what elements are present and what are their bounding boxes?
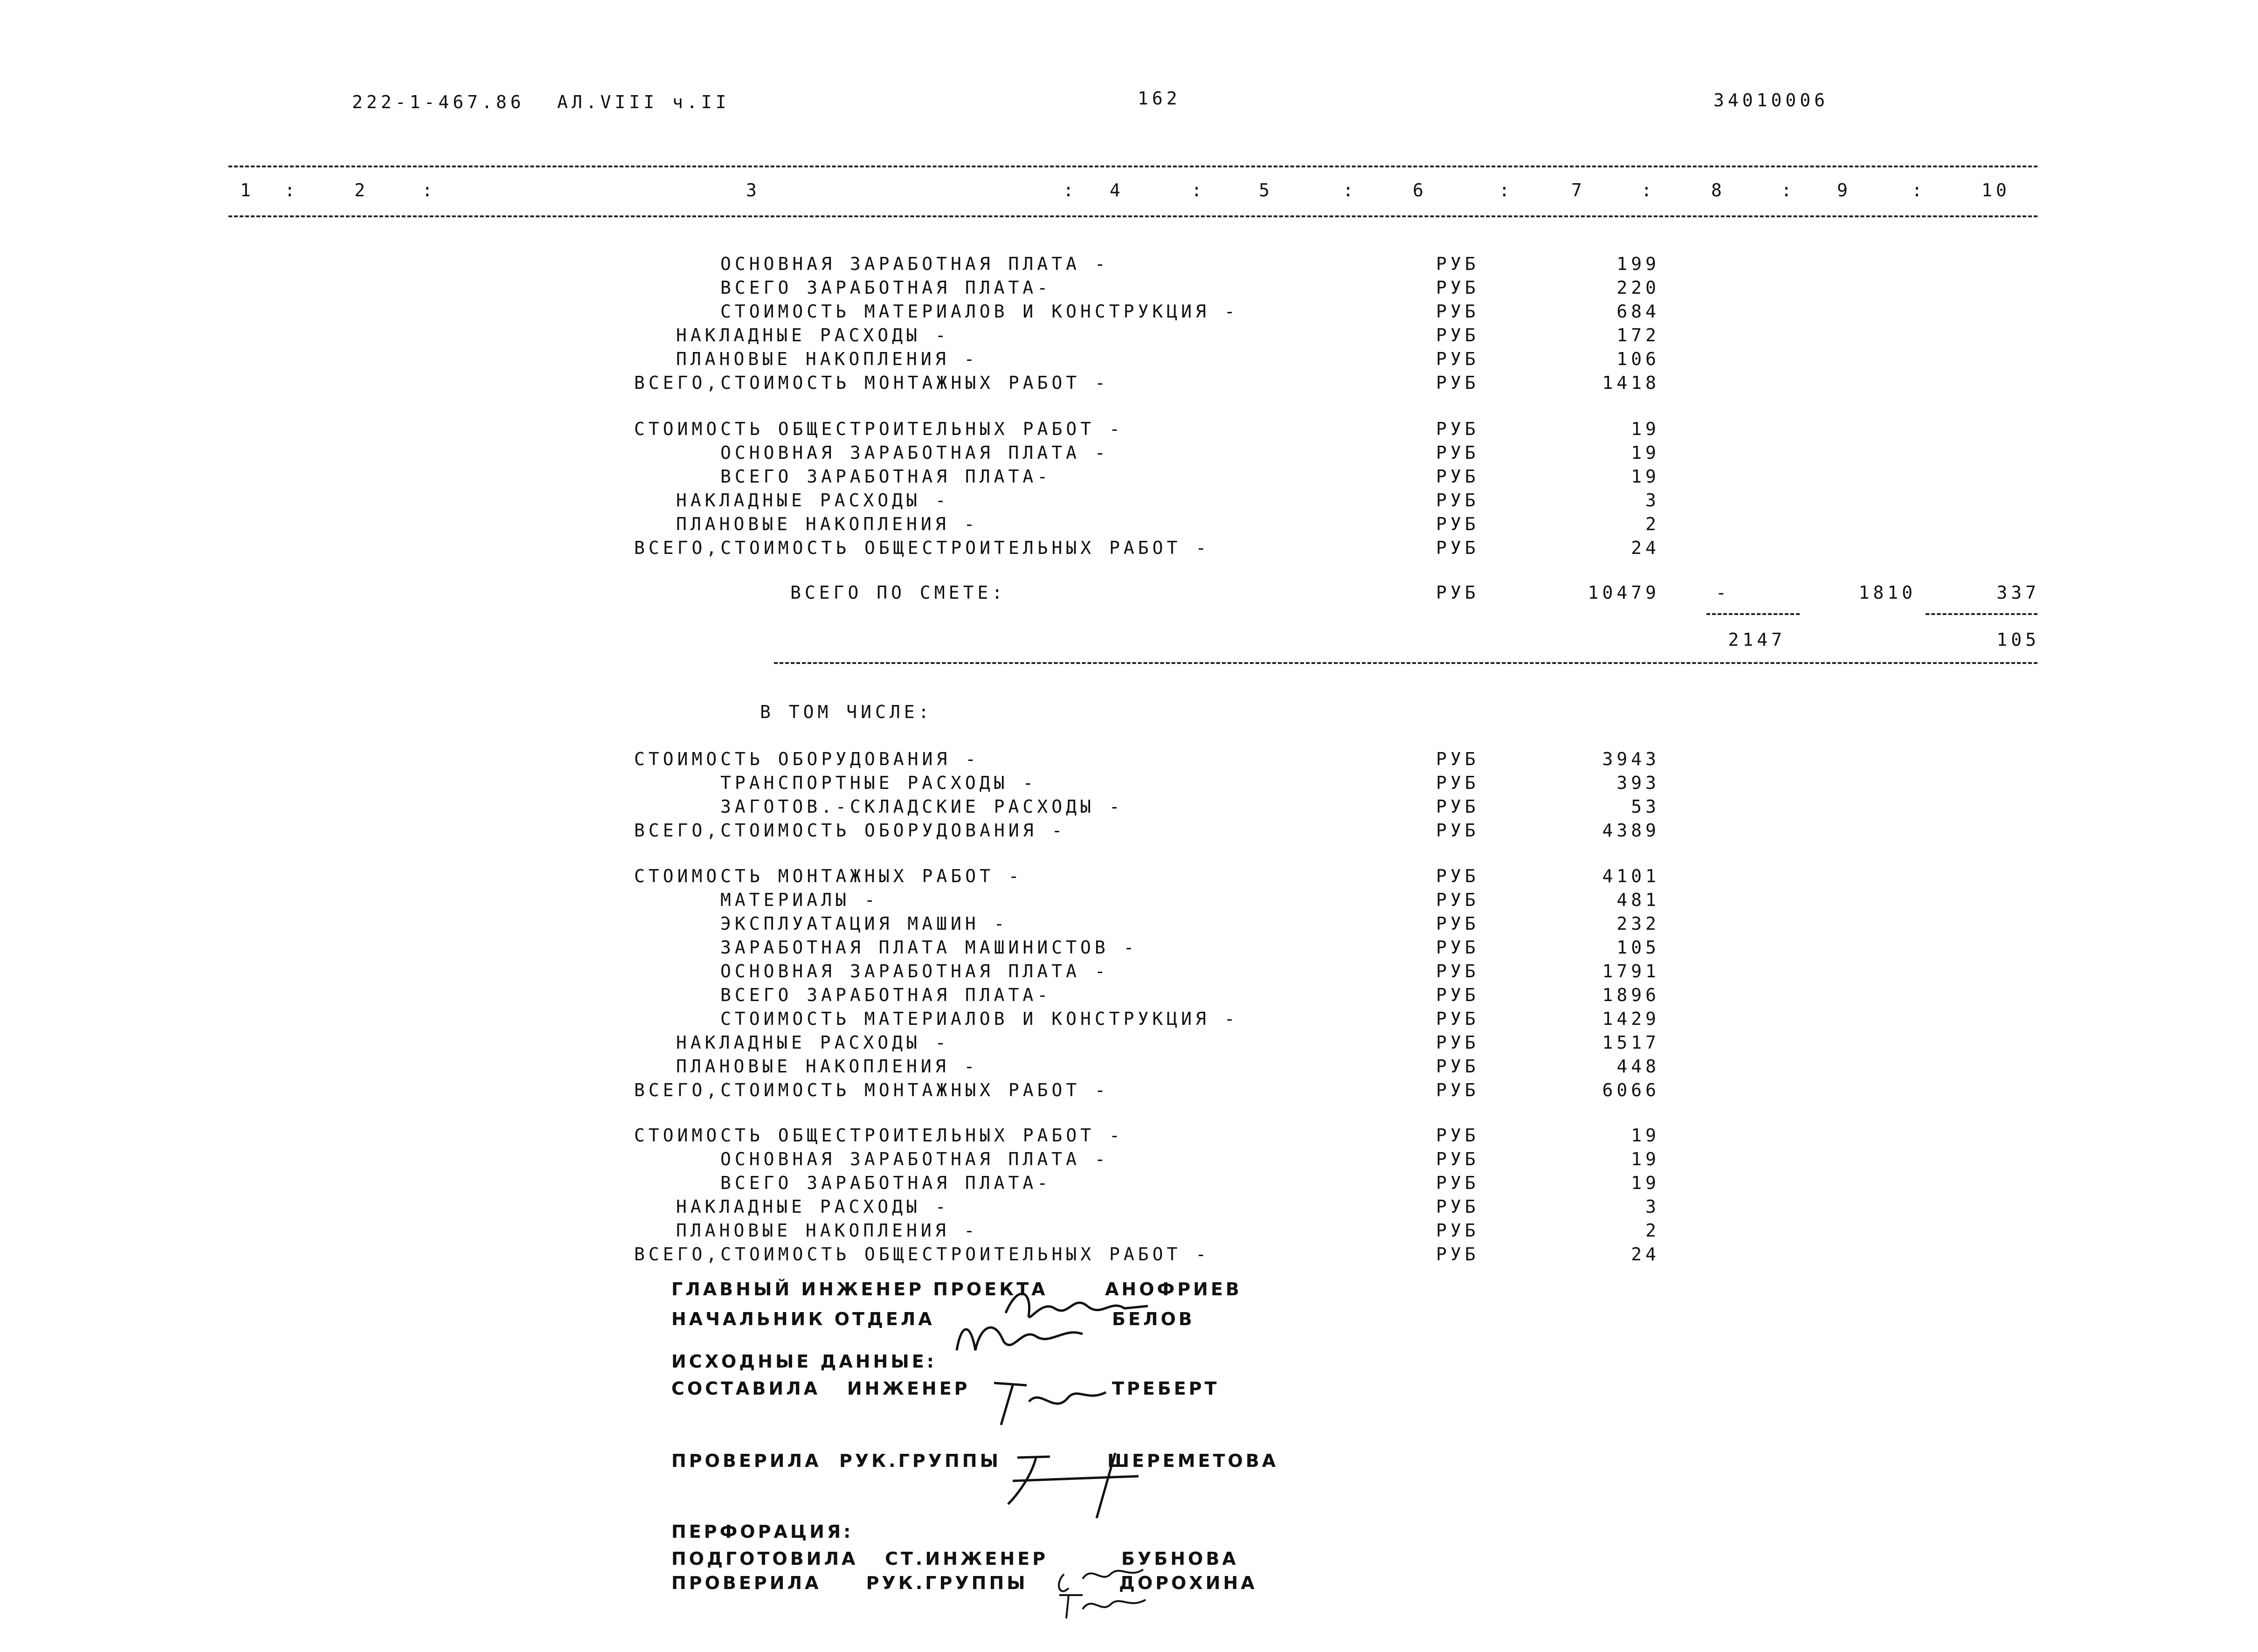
perforation-label: ПЕРФОРАЦИЯ: [671,1521,854,1542]
row-unit: РУБ [1436,1173,1479,1193]
column-number: 9 [1837,180,1851,200]
row-unit: РУБ [1436,773,1479,793]
column-separator: : [284,180,299,200]
total-col7: 10479 [1588,582,1660,603]
row-unit: РУБ [1436,820,1479,841]
total-col8-rule [1706,613,1800,615]
row-unit: РУБ [1436,301,1479,322]
column-number: 1 [240,180,255,200]
row-unit: РУБ [1436,538,1479,558]
row-value: 220 [1616,277,1660,298]
row-unit: РУБ [1436,1244,1479,1265]
row-value: 105 [1616,937,1660,958]
chief-engineer-role: ГЛАВНЫЙ ИНЖЕНЕР ПРОЕКТА [671,1279,1048,1299]
row-value: 1896 [1602,985,1660,1005]
column-separator: : [1191,180,1206,200]
row-label: СТОИМОСТЬ ОБОРУДОВАНИЯ - [634,749,980,769]
row-unit: РУБ [1436,277,1479,298]
total-unit: РУБ [1436,582,1479,603]
row-unit: РУБ [1436,373,1479,393]
total-col8: - [1716,582,1730,603]
row-unit: РУБ [1436,1056,1479,1077]
row-value: 19 [1631,1125,1660,1146]
dept-head-name: БЕЛОВ [1112,1309,1195,1329]
row-unit: РУБ [1436,890,1479,910]
column-separator: : [1641,180,1656,200]
row-value: 19 [1631,1149,1660,1169]
row-label: ПЛАНОВЫЕ НАКОПЛЕНИЯ - [676,1056,979,1077]
column-separator: : [1343,180,1357,200]
row-label: ОСНОВНАЯ ЗАРАБОТНАЯ ПЛАТА - [720,961,1109,982]
checked-signature [970,1422,1148,1528]
row-unit: РУБ [1436,1125,1479,1146]
row-label: ВСЕГО ЗАРАБОТНАЯ ПЛАТА- [720,466,1052,487]
total-col9: 1810 [1858,582,1916,603]
row-value: 1791 [1602,961,1660,982]
row-unit: РУБ [1436,937,1479,958]
row-value: 24 [1631,1244,1660,1265]
row-unit: РУБ [1436,325,1479,346]
column-number: 5 [1259,180,1273,200]
row-unit: РУБ [1436,1149,1479,1169]
row-value: 19 [1631,442,1660,463]
row-unit: РУБ [1436,466,1479,487]
row-label: ВСЕГО,СТОИМОСТЬ ОБОРУДОВАНИЯ - [634,820,1066,841]
chief-engineer-name: АНОФРИЕВ [1105,1279,1242,1299]
prepared-role: ПОДГОТОВИЛА СТ.ИНЖЕНЕР [671,1548,1049,1569]
row-label: ВСЕГО ЗАРАБОТНАЯ ПЛАТА- [720,985,1052,1005]
row-label: ПЛАНОВЫЕ НАКОПЛЕНИЯ - [676,514,979,534]
row-label: ОСНОВНАЯ ЗАРАБОТНАЯ ПЛАТА - [720,442,1109,463]
row-label: ЗАГОТОВ.-СКЛАДСКИЕ РАСХОДЫ - [720,796,1124,817]
column-separator: : [1063,180,1077,200]
column-number: 4 [1110,180,1124,200]
row-label: СТОИМОСТЬ МАТЕРИАЛОВ И КОНСТРУКЦИЯ - [720,1009,1239,1029]
row-label: НАКЛАДНЫЕ РАСХОДЫ - [676,1032,950,1053]
row-label: ВСЕГО ЗАРАБОТНАЯ ПЛАТА- [720,277,1052,298]
row-unit: РУБ [1436,349,1479,369]
row-value: 3 [1645,490,1660,511]
perf-checked-role: ПРОВЕРИЛА РУК.ГРУППЫ [671,1573,1028,1593]
total-col10-rule [1926,613,2037,615]
row-value: 393 [1616,773,1660,793]
perf-checked-signature [1026,1560,1148,1628]
column-number: 2 [354,180,369,200]
row-value: 172 [1616,325,1660,346]
row-label: НАКЛАДНЫЕ РАСХОДЫ - [676,325,950,346]
row-unit: РУБ [1436,1009,1479,1029]
row-value: 2 [1645,514,1660,534]
row-unit: РУБ [1436,254,1479,274]
row-unit: РУБ [1436,1080,1479,1100]
row-unit: РУБ [1436,1032,1479,1053]
column-number: 8 [1711,180,1726,200]
row-label: ОСНОВНАЯ ЗАРАБОТНАЯ ПЛАТА - [720,1149,1109,1169]
row-label: СТОИМОСТЬ ОБЩЕСТРОИТЕЛЬНЫХ РАБОТ - [634,419,1124,439]
table-header-rule [228,215,2037,217]
row-unit: РУБ [1436,913,1479,934]
row-value: 2 [1645,1220,1660,1241]
row-value: 19 [1631,1173,1660,1193]
total-bottom-rule [774,662,2037,664]
row-unit: РУБ [1436,985,1479,1005]
row-label: ПЛАНОВЫЕ НАКОПЛЕНИЯ - [676,349,979,369]
row-label: МАТЕРИАЛЫ - [720,890,879,910]
row-label: ВСЕГО,СТОИМОСТЬ МОНТАЖНЫХ РАБОТ - [634,1080,1109,1100]
row-unit: РУБ [1436,796,1479,817]
row-value: 684 [1616,301,1660,322]
source-data-label: ИСХОДНЫЕ ДАННЫЕ: [671,1351,937,1372]
row-unit: РУБ [1436,1220,1479,1241]
table-top-rule [228,166,2037,167]
row-value: 232 [1616,913,1660,934]
row-label: ВСЕГО,СТОИМОСТЬ ОБЩЕСТРОИТЕЛЬНЫХ РАБОТ - [634,1244,1210,1265]
total-col8-sub: 2147 [1728,629,1786,650]
row-value: 19 [1631,419,1660,439]
column-separator: : [1781,180,1795,200]
row-value: 4101 [1602,866,1660,886]
album-reference: АЛ.VIII ч.II [557,92,730,112]
checked-name: ШЕРЕМЕТОВА [1107,1451,1279,1471]
row-value: 106 [1616,349,1660,369]
page-number: 162 [1138,88,1181,109]
document-code: 222-1-467.86 [352,92,525,112]
compiled-name: ТРЕБЕРТ [1112,1378,1220,1399]
row-unit: РУБ [1436,961,1479,982]
row-unit: РУБ [1436,490,1479,511]
row-label: СТОИМОСТЬ МАТЕРИАЛОВ И КОНСТРУКЦИЯ - [720,301,1239,322]
row-value: 53 [1631,796,1660,817]
row-value: 3943 [1602,749,1660,769]
row-unit: РУБ [1436,749,1479,769]
total-label: ВСЕГО ПО СМЕТЕ: [790,582,1007,603]
row-value: 1429 [1602,1009,1660,1029]
column-separator: : [1499,180,1513,200]
row-value: 1517 [1602,1032,1660,1053]
row-unit: РУБ [1436,419,1479,439]
row-label: СТОИМОСТЬ ОБЩЕСТРОИТЕЛЬНЫХ РАБОТ - [634,1125,1124,1146]
row-label: ЭКСПЛУАТАЦИЯ МАШИН - [720,913,1008,934]
row-value: 19 [1631,466,1660,487]
row-unit: РУБ [1436,442,1479,463]
row-label: ТРАНСПОРТНЫЕ РАСХОДЫ - [720,773,1037,793]
dept-head-role: НАЧАЛЬНИК ОТДЕЛА [671,1309,935,1329]
row-value: 481 [1616,890,1660,910]
row-label: СТОИМОСТЬ МОНТАЖНЫХ РАБОТ - [634,866,1023,886]
column-number: 10 [1982,180,2010,200]
column-number: 3 [746,180,760,200]
compiled-role: СОСТАВИЛА ИНЖЕНЕР [671,1378,970,1399]
row-label: ВСЕГО,СТОИМОСТЬ МОНТАЖНЫХ РАБОТ - [634,373,1109,393]
column-separator: : [1912,180,1926,200]
row-label: ПЛАНОВЫЕ НАКОПЛЕНИЯ - [676,1220,979,1241]
row-value: 448 [1616,1056,1660,1077]
row-value: 3 [1645,1196,1660,1217]
column-number: 7 [1571,180,1586,200]
row-value: 6066 [1602,1080,1660,1100]
row-label: ВСЕГО ЗАРАБОТНАЯ ПЛАТА- [720,1173,1052,1193]
perf-checked-name: ДОРОХИНА [1119,1573,1257,1593]
column-number: 6 [1413,180,1427,200]
row-unit: РУБ [1436,866,1479,886]
estimate-code: 34010006 [1713,90,1829,111]
row-label: НАКЛАДНЫЕ РАСХОДЫ - [676,1196,950,1217]
total-col10: 337 [1996,582,2040,603]
row-value: 24 [1631,538,1660,558]
row-value: 1418 [1602,373,1660,393]
checked-role: ПРОВЕРИЛА РУК.ГРУППЫ [671,1451,1001,1471]
including-heading: В ТОМ ЧИСЛЕ: [760,702,933,722]
row-label: ВСЕГО,СТОИМОСТЬ ОБЩЕСТРОИТЕЛЬНЫХ РАБОТ - [634,538,1210,558]
row-label: ЗАРАБОТНАЯ ПЛАТА МАШИНИСТОВ - [720,937,1138,958]
row-value: 4389 [1602,820,1660,841]
row-label: ОСНОВНАЯ ЗАРАБОТНАЯ ПЛАТА - [720,254,1109,274]
row-unit: РУБ [1436,514,1479,534]
row-value: 199 [1616,254,1660,274]
prepared-name: БУБНОВА [1121,1548,1239,1569]
row-label: НАКЛАДНЫЕ РАСХОДЫ - [676,490,950,511]
row-unit: РУБ [1436,1196,1479,1217]
total-col10-sub: 105 [1996,629,2040,650]
column-separator: : [422,180,436,200]
